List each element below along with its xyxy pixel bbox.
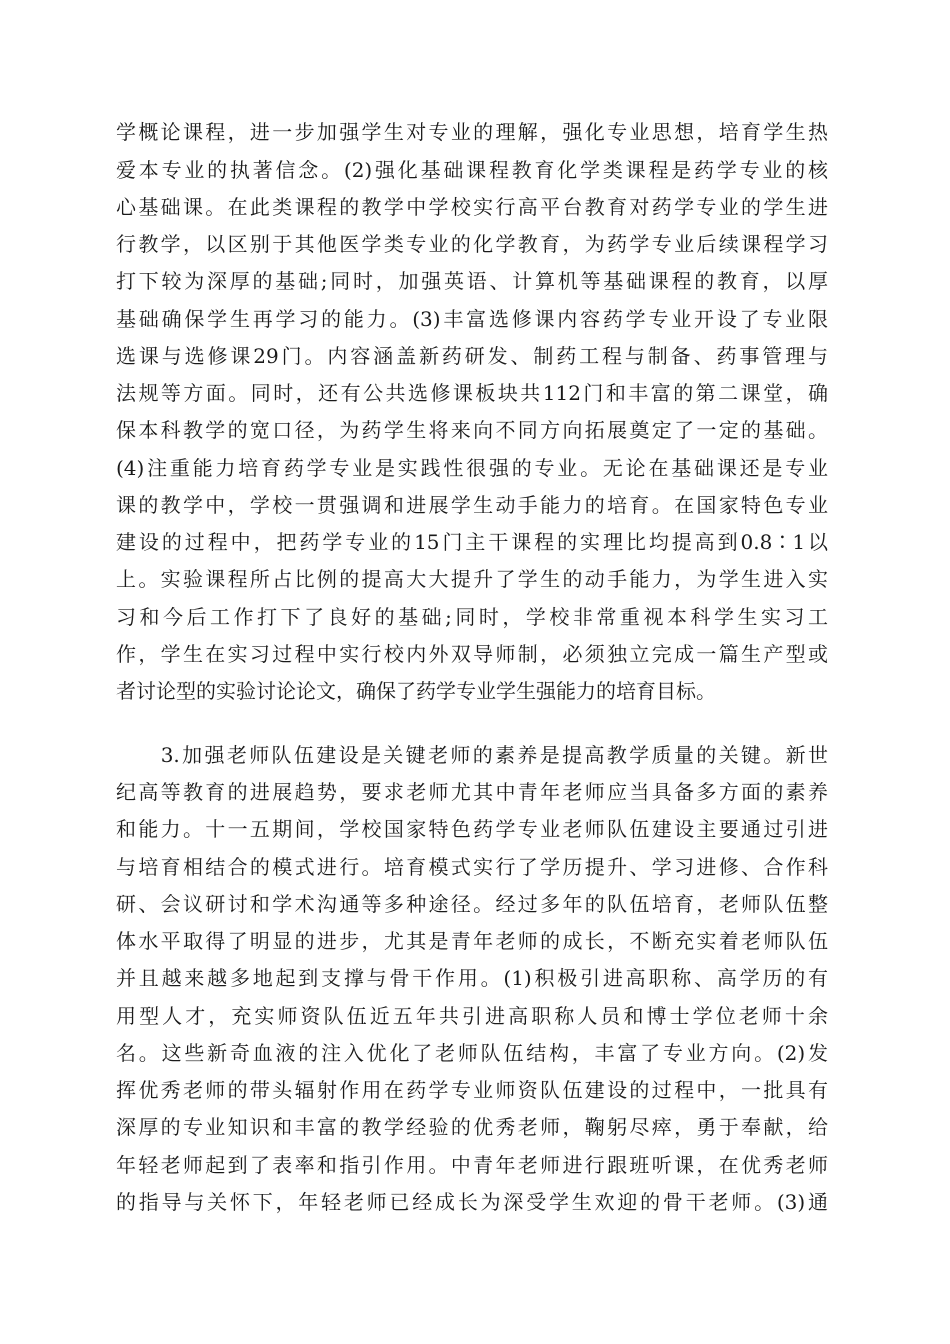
text-line: (4)注重能力培育药学专业是实践性很强的专业。无论在基础课还是专业 <box>116 456 828 480</box>
text-line: 心基础课。在此类课程的教学中学校实行高平台教育对药学专业的学生进 <box>116 195 828 219</box>
text-line: 学概论课程，进一步加强学生对专业的理解，强化专业思想，培育学生热 <box>116 120 828 144</box>
text-line: 深厚的专业知识和丰富的教学经验的优秀老师，鞠躬尽瘁，勇于奉献，给 <box>116 1115 828 1139</box>
text-line: 的指导与关怀下，年轻老师已经成长为深受学生欢迎的骨干老师。(3)通 <box>116 1190 828 1214</box>
text-line: 保本科教学的宽口径，为药学生将来向不同方向拓展奠定了一定的基础。 <box>116 418 828 442</box>
text-line: 体水平取得了明显的进步，尤其是青年老师的成长，不断充实着老师队伍 <box>116 929 828 953</box>
text-line: 打下较为深厚的基础;同时，加强英语、计算机等基础课程的教育，以厚 <box>116 269 828 293</box>
text-line: 作，学生在实习过程中实行校内外双导师制，必须独立完成一篇生产型或 <box>116 642 828 666</box>
text-line: 爱本专业的执著信念。(2)强化基础课程教育化学类课程是药学专业的核 <box>116 158 828 182</box>
text-line: 法规等方面。同时，还有公共选修课板块共112门和丰富的第二课堂，确 <box>116 381 828 405</box>
text-line: 用型人才，充实师资队伍近五年共引进高职称人员和博士学位老师十余 <box>116 1004 828 1028</box>
text-line: 研、会议研讨和学术沟通等多种途径。经过多年的队伍培育，老师队伍整 <box>116 892 828 916</box>
text-line: 上。实验课程所占比例的提高大大提升了学生的动手能力，为学生进入实 <box>116 567 828 591</box>
text-line: 与培育相结合的模式进行。培育模式实行了学历提升、学习进修、合作科 <box>116 855 828 879</box>
text-line: 建设的过程中，把药学专业的15门主干课程的实理比均提高到0.8∶1以 <box>116 530 828 554</box>
text-line: 年轻老师起到了表率和指引作用。中青年老师进行跟班听课，在优秀老师 <box>116 1153 828 1177</box>
text-line: 行教学，以区别于其他医学类专业的化学教育，为药学专业后续课程学习 <box>116 232 828 256</box>
text-line: 纪高等教育的进展趋势，要求老师尤其中青年老师应当具备多方面的素养 <box>116 780 828 804</box>
text-line: 习和今后工作打下了良好的基础;同时，学校非常重视本科学生实习工 <box>116 605 828 629</box>
text-line: 者讨论型的实验讨论论文，确保了药学专业学生强能力的培育目标。 <box>116 679 716 703</box>
text-line: 名。这些新奇血液的注入优化了老师队伍结构，丰富了专业方向。(2)发 <box>116 1041 828 1065</box>
text-line: 挥优秀老师的带头辐射作用在药学专业师资队伍建设的过程中，一批具有 <box>116 1078 828 1102</box>
text-line: 并且越来越多地起到支撑与骨干作用。(1)积极引进高职称、高学历的有 <box>116 966 828 990</box>
text-line: 和能力。十一五期间，学校国家特色药学专业老师队伍建设主要通过引进 <box>116 817 828 841</box>
text-line: 3.加强老师队伍建设是关键老师的素养是提高教学质量的关键。新世 <box>116 743 828 767</box>
text-line: 选课与选修课29门。内容涵盖新药研发、制药工程与制备、药事管理与 <box>116 344 828 368</box>
text-line: 基础确保学生再学习的能力。(3)丰富选修课内容药学专业开设了专业限 <box>116 307 828 331</box>
text-line: 课的教学中，学校一贯强调和进展学生动手能力的培育。在国家特色专业 <box>116 493 828 517</box>
